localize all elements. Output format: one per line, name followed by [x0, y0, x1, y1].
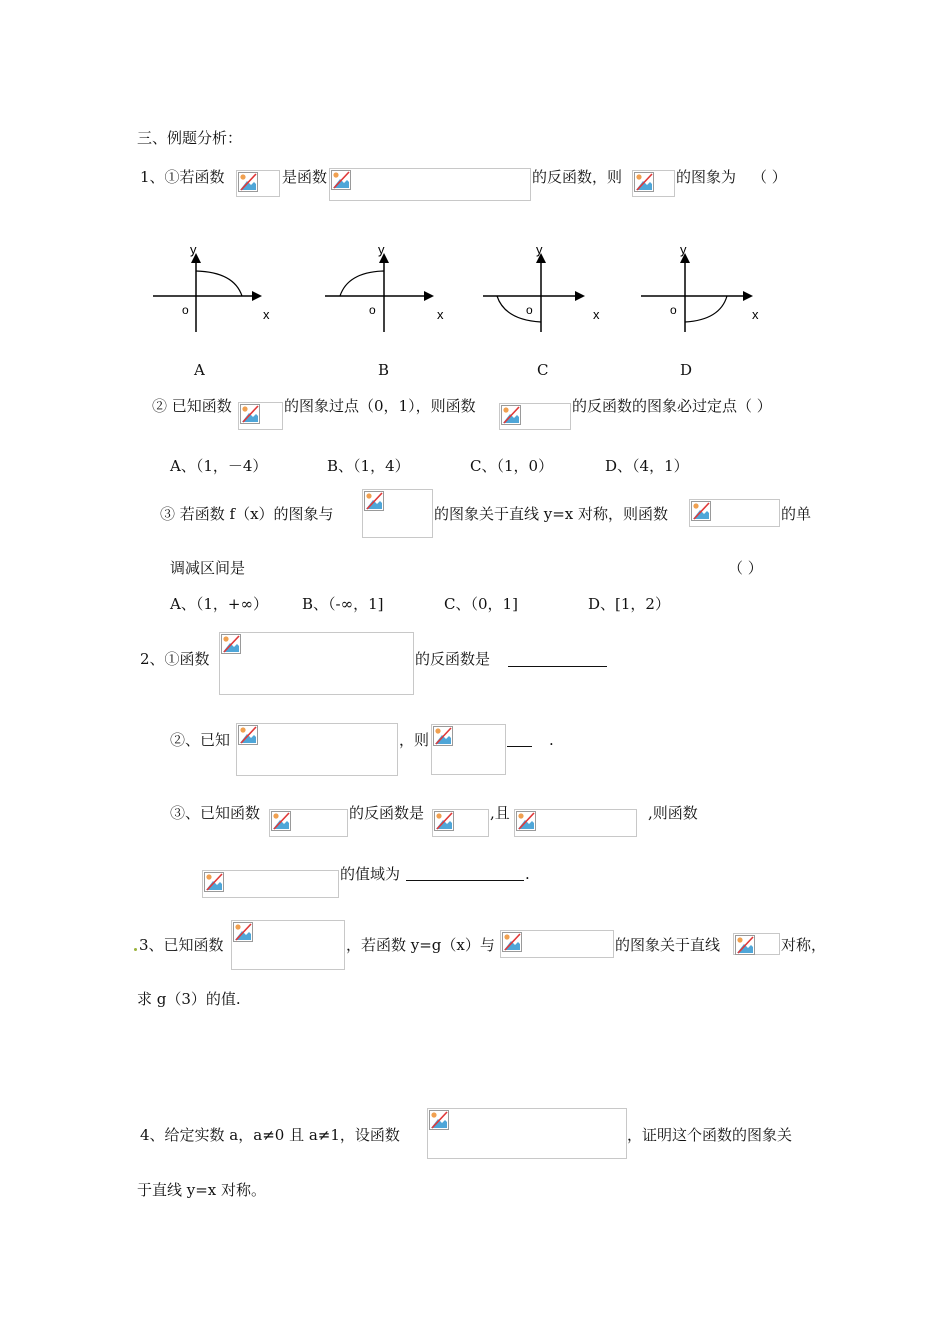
graph-a-label: A — [194, 361, 205, 379]
answer-blank[interactable] — [507, 746, 532, 747]
option-b: B、（1，4） — [327, 457, 410, 475]
q2-p3-d: ,则函数 — [648, 804, 698, 822]
graph-b — [322, 244, 452, 339]
option-b: B、（-∞，1] — [302, 595, 384, 613]
image-placeholder-icon — [221, 634, 241, 654]
graph-origin-label: o — [182, 303, 189, 317]
graph-x-label: x — [752, 307, 759, 322]
marker-dot — [134, 948, 137, 951]
q1-part3-a: ③ 若函数 f（x）的图象与 — [160, 505, 334, 523]
q2-p2-a: ②、已知 — [170, 731, 231, 749]
image-placeholder-icon — [233, 922, 253, 942]
q4-b: ，证明这个函数的图象关 — [627, 1126, 793, 1144]
graph-c — [480, 244, 610, 339]
q1-text-c: 的反函数，则 — [532, 168, 623, 186]
q1-text-a: 1、①若函数 — [140, 168, 225, 186]
option-a: A、（1，+∞） — [170, 595, 268, 613]
image-placeholder-icon — [634, 172, 654, 192]
image-placeholder-icon — [240, 404, 260, 424]
answer-blank[interactable] — [406, 880, 524, 881]
q2-p1-b: 的反函数是 — [415, 650, 491, 668]
q2-p2-b: ，则 — [399, 731, 430, 749]
formula-image — [219, 632, 414, 695]
image-placeholder-icon — [238, 172, 258, 192]
q2-p3-b: 的反函数是 — [349, 804, 425, 822]
q1-text-b: 是函数 — [282, 168, 328, 186]
graph-x-label: x — [263, 307, 270, 322]
q3-d: 对称， — [781, 936, 827, 954]
q1-part3-d: 调减区间是 — [170, 559, 246, 577]
graph-y-label: y — [536, 244, 543, 257]
graph-c-label: C — [537, 361, 549, 379]
formula-image — [269, 809, 348, 837]
image-placeholder-icon — [331, 170, 351, 190]
formula-image — [431, 724, 506, 775]
graph-x-label: x — [593, 307, 600, 322]
image-placeholder-icon — [433, 726, 453, 746]
graph-d-label: D — [680, 361, 693, 379]
image-placeholder-icon — [516, 811, 536, 831]
q2-p1-a: 2、①函数 — [140, 650, 210, 668]
graph-b-label: B — [378, 361, 390, 379]
formula-image — [733, 933, 780, 955]
option-c: C、（1，0） — [470, 457, 554, 475]
formula-image — [427, 1108, 627, 1159]
image-placeholder-icon — [204, 872, 224, 892]
formula-image — [236, 170, 280, 197]
image-placeholder-icon — [735, 935, 755, 955]
q2-p3-e: 的值域为 — [340, 865, 401, 883]
graph-y-label: y — [680, 244, 687, 257]
formula-image — [231, 920, 345, 970]
formula-image — [202, 870, 339, 898]
q3-c: 的图象关于直线 — [615, 936, 721, 954]
q1-part3-b: 的图象关于直线 y=x 对称，则函数 — [434, 505, 669, 523]
option-d: D、（4，1） — [605, 457, 689, 475]
q2-p3-c: ,且 — [490, 804, 510, 822]
option-d: D、[1，2） — [588, 595, 670, 613]
graph-d — [638, 244, 768, 339]
formula-image — [514, 809, 637, 837]
q2-p3-a: ③、已知函数 — [170, 804, 261, 822]
section-title: 三、例题分析： — [137, 129, 243, 147]
q1-part2-a: ② 已知函数 — [152, 397, 232, 415]
option-c: C、（0，1] — [444, 595, 518, 613]
q1-part2-c: 的反函数的图象必过定点（ ） — [572, 397, 772, 415]
answer-paren: （ ） — [728, 559, 763, 577]
graph-x-label: x — [437, 307, 444, 322]
formula-image — [329, 168, 531, 201]
image-placeholder-icon — [364, 491, 384, 511]
image-placeholder-icon — [502, 932, 522, 952]
formula-image — [236, 723, 398, 776]
image-placeholder-icon — [429, 1110, 449, 1130]
graph-y-label: y — [190, 244, 197, 257]
formula-image — [499, 403, 571, 430]
formula-image — [632, 170, 675, 197]
formula-image — [238, 402, 283, 430]
formula-image — [362, 489, 433, 538]
q1-text-d: 的图象为 — [676, 168, 737, 186]
option-a: A、（1，－4） — [170, 457, 268, 475]
q2-p2-c: . — [549, 731, 554, 749]
formula-image — [500, 930, 614, 958]
q3-b: ，若函数 y=g（x）与 — [346, 936, 495, 954]
graph-origin-label: o — [526, 303, 533, 317]
image-placeholder-icon — [691, 501, 711, 521]
formula-image — [432, 809, 489, 837]
q4-c: 于直线 y=x 对称。 — [137, 1181, 267, 1199]
formula-image — [689, 499, 780, 527]
image-placeholder-icon — [501, 405, 521, 425]
image-placeholder-icon — [271, 811, 291, 831]
answer-paren: （ ） — [752, 168, 787, 186]
image-placeholder-icon — [434, 811, 454, 831]
image-placeholder-icon — [238, 725, 258, 745]
graph-a — [150, 244, 280, 339]
answer-blank[interactable] — [508, 666, 607, 667]
q4-a: 4、给定实数 a，a≠0 且 a≠1，设函数 — [140, 1126, 400, 1144]
graph-origin-label: o — [670, 303, 677, 317]
q2-p3-f: . — [525, 865, 530, 883]
q1-part2-b: 的图象过点（0，1），则函数 — [284, 397, 476, 415]
graph-y-label: y — [378, 244, 385, 257]
q3-e: 求 g（3）的值. — [137, 990, 241, 1008]
q1-part3-c: 的单 — [781, 505, 812, 523]
graph-origin-label: o — [369, 303, 376, 317]
q3-a: 3、已知函数 — [139, 936, 224, 954]
